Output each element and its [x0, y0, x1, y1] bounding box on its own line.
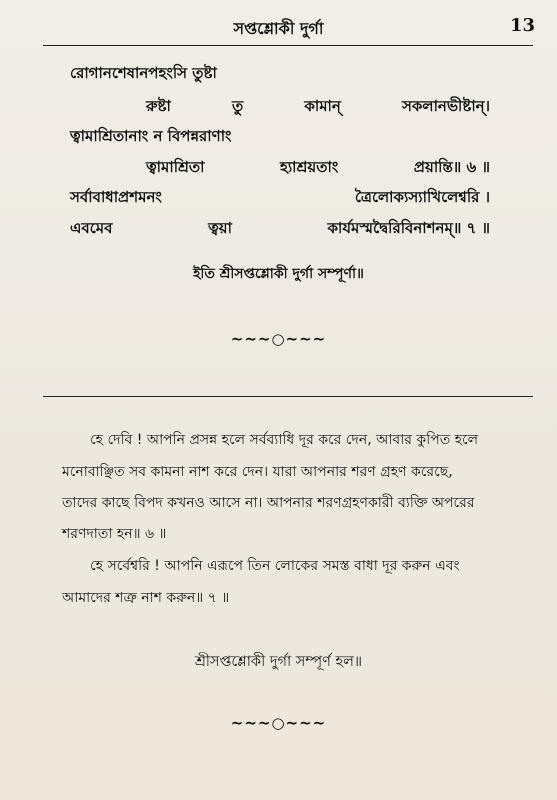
verse-word: এবমেব	[70, 219, 113, 237]
translation-line-4: শরণদাতা হন॥ ৬ ॥	[62, 526, 167, 542]
translation-line-6: আমাদের শত্রু নাশ করুন॥ ৭ ॥	[62, 590, 230, 606]
verse-line-2	[146, 95, 490, 117]
verse-line-1: রোগানশেষানপহংসি তুষ্টা	[70, 64, 217, 82]
verse-word: ত্রৈলোক্যস্যাখিলেশ্বরি ।	[354, 188, 490, 206]
verse-line-6	[70, 217, 490, 239]
closing-line: শ্রীসপ্তশ্লোকী দুর্গা সম্পূর্ণ হল॥	[194, 654, 363, 670]
verse-word: কার্যমস্মদ্বৈরিবিনাশনম্॥ ৭ ॥	[327, 219, 490, 237]
verse-line-5	[70, 186, 490, 208]
verse-word: হ্যাশ্রয়তাং	[279, 158, 339, 176]
verse-word: সর্বাবাধাপ্রশমনং	[70, 188, 162, 206]
verse-word: ত্বয়া	[208, 219, 232, 237]
colophon: ইতি শ্রীসপ্তশ্লোকী দুর্গা সম্পূর্ণা॥	[193, 266, 364, 282]
verse-word: রুষ্টা	[146, 97, 171, 115]
verse-word: তু	[231, 97, 244, 115]
translation-line-3: তাদের কাছে বিপদ কখনও আসে না। আপনার শরণগ্রহণকারী ব্যক্তি অপরের	[62, 495, 475, 511]
ornament-divider: ~~~○~~~	[230, 330, 327, 348]
section-rule	[43, 396, 533, 397]
translation-line-2: মনোবাঞ্ছিত সব কামনা নাশ করে দেন। যারা আপনার শরণ গ্রহণ করেছে,	[62, 464, 453, 480]
running-header-title: সপ্তশ্লোকী দুর্গা	[233, 19, 324, 38]
header-rule	[43, 45, 533, 46]
translation-line-1: হে দেবি ! আপনি প্রসন্ন হলে সর্বব্যাধি দূর করে দেন, আবার কুপিত হলে	[90, 432, 479, 448]
verse-line-3: ত্বামাশ্রিতানাং ন বিপন্নরাণাং	[70, 127, 232, 145]
verse-word: ত্বামাশ্রিতা	[146, 158, 205, 176]
translation-line-5: হে সর্বেশ্বরি ! আপনি এরূপে তিন লোকের সমস্ত বাধা দূর করুন এবং	[90, 558, 460, 574]
verse-word: কামান্	[304, 97, 341, 115]
page-number: 13	[509, 15, 535, 36]
verse-word: সকলানভীষ্টান্।	[401, 97, 490, 115]
ornament-divider-bottom: ~~~○~~~	[230, 714, 327, 732]
verse-line-4	[146, 156, 490, 178]
verse-word: প্রয়ান্তি॥ ৬ ॥	[413, 158, 490, 176]
